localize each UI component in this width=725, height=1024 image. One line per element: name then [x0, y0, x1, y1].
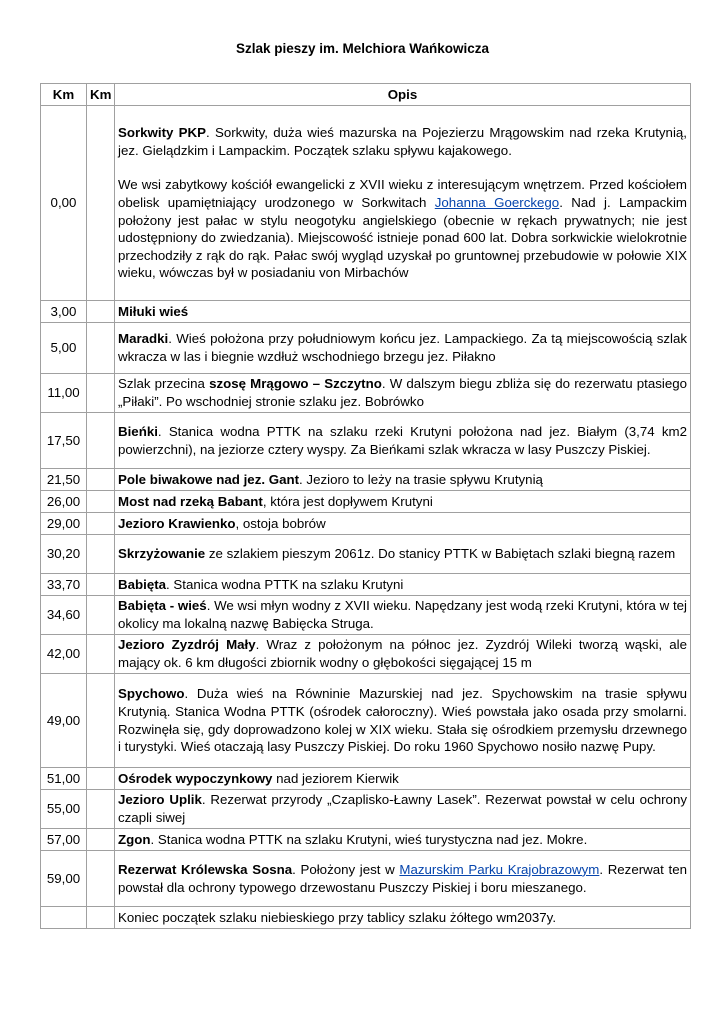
km-cell: 11,00: [41, 374, 87, 413]
table-row: [41, 851, 691, 907]
km-cell: 0,00: [41, 106, 87, 301]
desc-text: Szlak przecina: [118, 376, 210, 392]
table-row: [41, 301, 691, 323]
header-opis: Opis: [115, 84, 691, 106]
table-row: [41, 907, 691, 929]
desc-text: , która jest dopływem Krutyni: [262, 493, 433, 509]
km2-cell: [87, 301, 115, 323]
km-cell: 30,20: [41, 535, 87, 574]
table-row: [41, 469, 691, 491]
table-row: [41, 413, 691, 469]
km-cell: [41, 907, 87, 929]
place-name: Bieńki: [118, 423, 158, 439]
desc-text: . Wraz z położonym na północ jez. Zyzdrój Wileki tworzą wąski, ale mający ok. 6 km długości zbiornik wodny o głębokości sięgającej 15 m: [118, 637, 687, 670]
desc-cell: [115, 413, 691, 469]
km2-cell: [87, 674, 115, 768]
place-name: Babięta: [118, 576, 167, 592]
km-cell: 17,50: [41, 413, 87, 469]
km-cell: 33,70: [41, 574, 87, 596]
table-row: [41, 374, 691, 413]
km2-cell: [87, 413, 115, 469]
desc-cell: [115, 469, 691, 491]
table-row: [41, 768, 691, 790]
table-row: [41, 574, 691, 596]
mazurski-park-link[interactable]: Mazurskim Parku Krajobrazowym: [399, 861, 600, 877]
km2-cell: [87, 323, 115, 374]
desc-cell: [115, 635, 691, 674]
km2-cell: [87, 469, 115, 491]
table-row: [41, 513, 691, 535]
desc-cell: [115, 323, 691, 374]
desc-cell: [115, 301, 691, 323]
km2-cell: [87, 829, 115, 851]
km-cell: 49,00: [41, 674, 87, 768]
desc-cell: [115, 907, 691, 929]
desc-text: We wsi zabytkowy kościół ewangelicki z XVII wieku z interesującym wnętrzem. Przed kościołem obelisk upamiętniający urodzonego w Sorkwitach: [118, 177, 687, 210]
desc-text: . We wsi młyn wodny z XVII wieku. Napędzany jest wodą rzeki Krutyni, która w tej okolicy ma lokalną nazwę Babięcka Struga.: [118, 598, 687, 631]
km2-cell: [87, 790, 115, 829]
km-cell: 55,00: [41, 790, 87, 829]
desc-cell: [115, 491, 691, 513]
desc-text: , ostoja bobrów: [235, 515, 326, 531]
km2-cell: [87, 106, 115, 301]
header-km-2: Km: [87, 84, 115, 106]
desc-cell: [115, 768, 691, 790]
desc-cell: [115, 596, 691, 635]
desc-text: . W dalszym biegu zbliża się do rezerwatu ptasiego „Piłaki”. Po wschodniej stronie szlaku jez. Bobrówko: [118, 376, 688, 409]
km-cell: 21,50: [41, 469, 87, 491]
desc-cell: [115, 790, 691, 829]
desc-cell: [115, 535, 691, 574]
km-cell: 42,00: [41, 635, 87, 674]
desc-text: . Nad j. Lampackim położony jest pałac w stylu neogotyku angielskiego (obecnie w rękach prywatnych; nie jest udostępniony do zwiedzania). Miejscowość istnieje ponad 600 lat. Dobra sorkwickie wielokrotnie przechodziły z rąk do rąk. Pałac swój wygląd uzyskał po gruntownej przebudowie w połowie XIX wieku, wówczas był w posiadaniu von Mirbachów: [118, 194, 687, 281]
km2-cell: [87, 596, 115, 635]
goercke-link[interactable]: Johanna Goerckego: [434, 194, 560, 210]
place-name: Maradki: [118, 331, 169, 347]
desc-text: . Stanica wodna PTTK na szlaku Krutyni, wieś turystyczna nad jez. Mokre.: [150, 831, 588, 847]
table-row: [41, 829, 691, 851]
desc-text: . Sorkwity, duża wieś mazurska na Pojezierzu Mrągowskim nad rzeka Krutynią, jez. Gielądzkim i Lampackim. Początek szlaku spływu kajakowego.: [118, 125, 687, 158]
desc-cell: [115, 851, 691, 907]
table-row: [41, 596, 691, 635]
km2-cell: [87, 907, 115, 929]
place-name: Jezioro Uplik: [118, 792, 202, 808]
table-row: [41, 323, 691, 374]
km2-cell: [87, 535, 115, 574]
km-cell: 3,00: [41, 301, 87, 323]
km-cell: 34,60: [41, 596, 87, 635]
place-name: Miłuki wieś: [118, 303, 189, 319]
km2-cell: [87, 374, 115, 413]
desc-text: . Stanica wodna PTTK na szlaku rzeki Krutyni położona nad jez. Białym (3,74 km2 powierzchni), na jeziorze cztery wyspy. Za Bieńkami szlak wkracza w lasy Puszczy Piskiej.: [118, 423, 687, 457]
km-cell: 57,00: [41, 829, 87, 851]
desc-text: Koniec początek szlaku niebieskiego przy tablicy szlaku żółtego wm2037y.: [118, 909, 557, 925]
place-name: Skrzyżowanie: [118, 546, 206, 562]
header-km: Km: [41, 84, 87, 106]
desc-text: . Stanica wodna PTTK na szlaku Krutyni: [166, 576, 404, 592]
place-name: Pole biwakowe nad jez. Gant: [118, 471, 300, 487]
desc-cell: [115, 106, 691, 301]
desc-text: . Duża wieś na Równinie Mazurskiej nad jez. Spychowskim na trasie spływu Krutynią. Stanica Wodna PTTK (ośrodek całoroczny). Wieś powstała jako osada przy smolarni. Rozwinęła się, gdy doprowadzono kolej w XIX wieku. Stała się ośrodkiem przemysłu drzewnego i turystyki. Wieś otaczają lasy Puszczy Piskiej. Do roku 1960 Spychowo nosiło nazwę Pupy.: [118, 686, 687, 755]
km-cell: 29,00: [41, 513, 87, 535]
km-cell: 59,00: [41, 851, 87, 907]
km-cell: 5,00: [41, 323, 87, 374]
trail-table: [40, 83, 691, 929]
desc-text: . Jezioro to leży na trasie spływu Krutynią: [299, 471, 543, 487]
table-row: [41, 790, 691, 829]
place-name: Zgon: [118, 831, 151, 847]
page-title: Szlak pieszy im. Melchiora Wańkowicza: [235, 41, 490, 56]
place-name: Jezioro Krawienko: [118, 515, 236, 531]
table-row: [41, 674, 691, 768]
km2-cell: [87, 635, 115, 674]
place-name: szosę Mrągowo – Szczytno: [209, 376, 382, 392]
km-cell: 51,00: [41, 768, 87, 790]
desc-text: . Wieś położona przy południowym końcu jez. Lampackiego. Za tą miejscowością szlak wkracza w las i biegnie wzdłuż wschodniego brzegu jez. Piłakno: [118, 331, 687, 364]
km2-cell: [87, 513, 115, 535]
km-cell: 26,00: [41, 491, 87, 513]
place-name: Most nad rzeką Babant: [118, 493, 263, 509]
desc-text: nad jeziorem Kierwik: [272, 770, 399, 786]
table-row: [41, 535, 691, 574]
desc-cell: [115, 674, 691, 768]
place-name: Ośrodek wypoczynkowy: [118, 770, 273, 786]
km2-cell: [87, 851, 115, 907]
table-header-row: [41, 84, 691, 106]
table-row: [41, 635, 691, 674]
place-name: Jezioro Zyzdrój Mały: [118, 637, 256, 653]
km2-cell: [87, 491, 115, 513]
km2-cell: [87, 768, 115, 790]
place-name: Spychowo: [118, 686, 185, 702]
desc-cell: [115, 374, 691, 413]
km2-cell: [87, 574, 115, 596]
desc-text: ze szlakiem pieszym 2061z. Do stanicy PTTK w Babiętach szlaki biegną razem: [205, 546, 676, 562]
desc-text: . Położony jest w: [292, 861, 400, 877]
place-name: Rezerwat Królewska Sosna: [118, 861, 293, 877]
desc-text: . Rezerwat przyrody „Czaplisko-Ławny Lasek”. Rezerwat powstał w celu ochrony czapli siwej: [118, 792, 687, 825]
desc-text: . Rezerwat ten powstał dla ochrony typowego drzewostanu Puszczy Piskiej i boru mieszanego.: [118, 861, 687, 895]
desc-cell: [115, 829, 691, 851]
table-row: [41, 491, 691, 513]
table-row: [41, 106, 691, 301]
place-name: Babięta - wieś: [118, 598, 207, 614]
desc-cell: [115, 513, 691, 535]
place-name: Sorkwity PKP: [118, 125, 207, 141]
desc-cell: [115, 574, 691, 596]
